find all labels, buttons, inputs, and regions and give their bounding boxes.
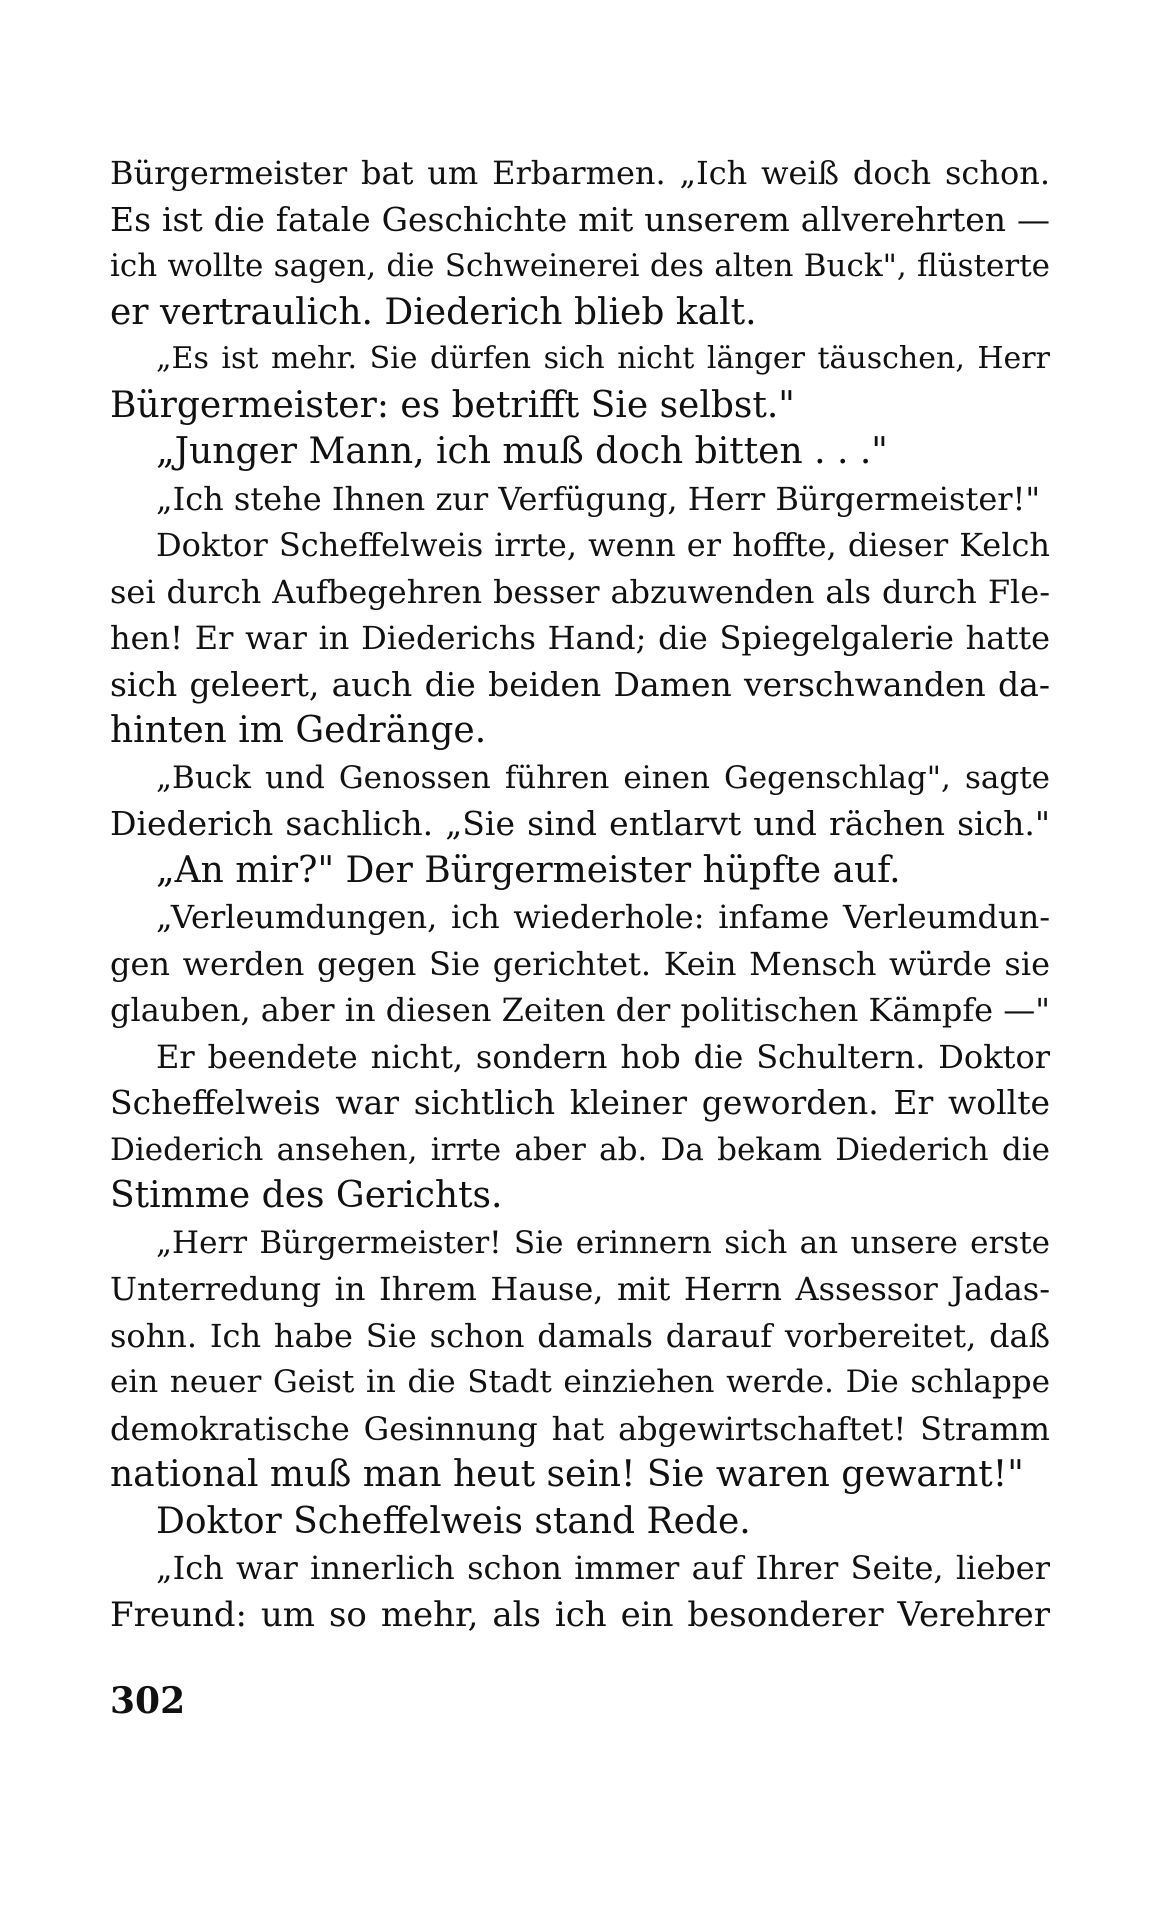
text-line: demokratische Gesinnung hat abgewirtschaftet! Stramm	[110, 1409, 1050, 1448]
text-line: „Ich war innerlich schon immer auf Ihrer Seite, lieber	[156, 1549, 1050, 1587]
text-line: Scheffelweis war sichtlich kleiner geworden. Er wollte	[110, 1083, 1050, 1122]
body-text	[110, 150, 1050, 1638]
text-line: ich wollte sagen, die Schweinerei des alten Buck", flüsterte	[110, 248, 1050, 284]
text-line: „Herr Bürgermeister! Sie erinnern sich an unsere erste	[156, 1224, 1050, 1261]
text-line: „Junger Mann, ich muß doch bitten . . ."	[156, 431, 888, 472]
page-number: 302	[110, 1680, 186, 1722]
text-line: „Ich stehe Ihnen zur Verfügung, Herr Bürgermeister!"	[156, 479, 1041, 518]
text-line: Doktor Scheffelweis stand Rede.	[156, 1500, 751, 1542]
text-line: ein neuer Geist in die Stadt einziehen werde. Die schlappe	[110, 1364, 1050, 1400]
text-line: „Buck und Genossen führen einen Gegenschlag", sagte	[156, 759, 1050, 796]
text-line: Diederich ansehen, irrte aber ab. Da bekam Diederich die	[110, 1131, 1050, 1168]
text-line: Es ist die fatale Geschichte mit unserem allverehrten —	[110, 199, 1050, 239]
text-line: national muß man heut sein! Sie waren gewarnt!"	[110, 1454, 1024, 1495]
text-line: sei durch Aufbegehren besser abzuwenden als durch Fle-	[110, 572, 1050, 611]
text-line: „Es ist mehr. Sie dürfen sich nicht länger täuschen, Herr	[156, 341, 1050, 376]
text-line: Doktor Scheffelweis irrte, wenn er hoffte, dieser Kelch	[156, 526, 1050, 564]
text-line: sich geleert, auch die beiden Damen verschwanden da-	[110, 664, 1050, 704]
text-line: Unterredung in Ihrem Hause, mit Herrn Assessor Jadas-	[110, 1270, 1050, 1308]
text-line: glauben, aber in diesen Zeiten der politischen Kämpfe —"	[110, 991, 1050, 1029]
text-line: „An mir?" Der Bürgermeister hüpfte auf.	[156, 849, 901, 891]
text-line: Er beendete nicht, sondern hob die Schultern. Doktor	[156, 1037, 1050, 1076]
text-line: gen werden gegen Sie gerichtet. Kein Mensch würde sie	[110, 944, 1050, 983]
text-line: hen! Er war in Diederichs Hand; die Spiegelgalerie hatte	[110, 619, 1050, 657]
text-line: Bürgermeister: es betrifft Sie selbst."	[110, 384, 795, 426]
text-line: Stimme des Gerichts.	[110, 1175, 503, 1216]
text-line: er vertraulich. Diederich blieb kalt.	[110, 291, 757, 333]
text-line: Bürgermeister bat um Erbarmen. „Ich weiß doch schon.	[110, 154, 1050, 192]
text-line: „Verleumdungen, ich wiederhole: infame Verleumdun-	[156, 898, 1050, 936]
text-line: hinten im Gedränge.	[110, 710, 487, 751]
text-line: sohn. Ich habe Sie schon damals darauf vorbereitet, daß	[110, 1316, 1050, 1355]
text-line: Freund: um so mehr, als ich ein besonderer Verehrer	[110, 1594, 1050, 1635]
text-line: Diederich sachlich. „Sie sind entlarvt und rächen sich."	[110, 804, 1050, 843]
